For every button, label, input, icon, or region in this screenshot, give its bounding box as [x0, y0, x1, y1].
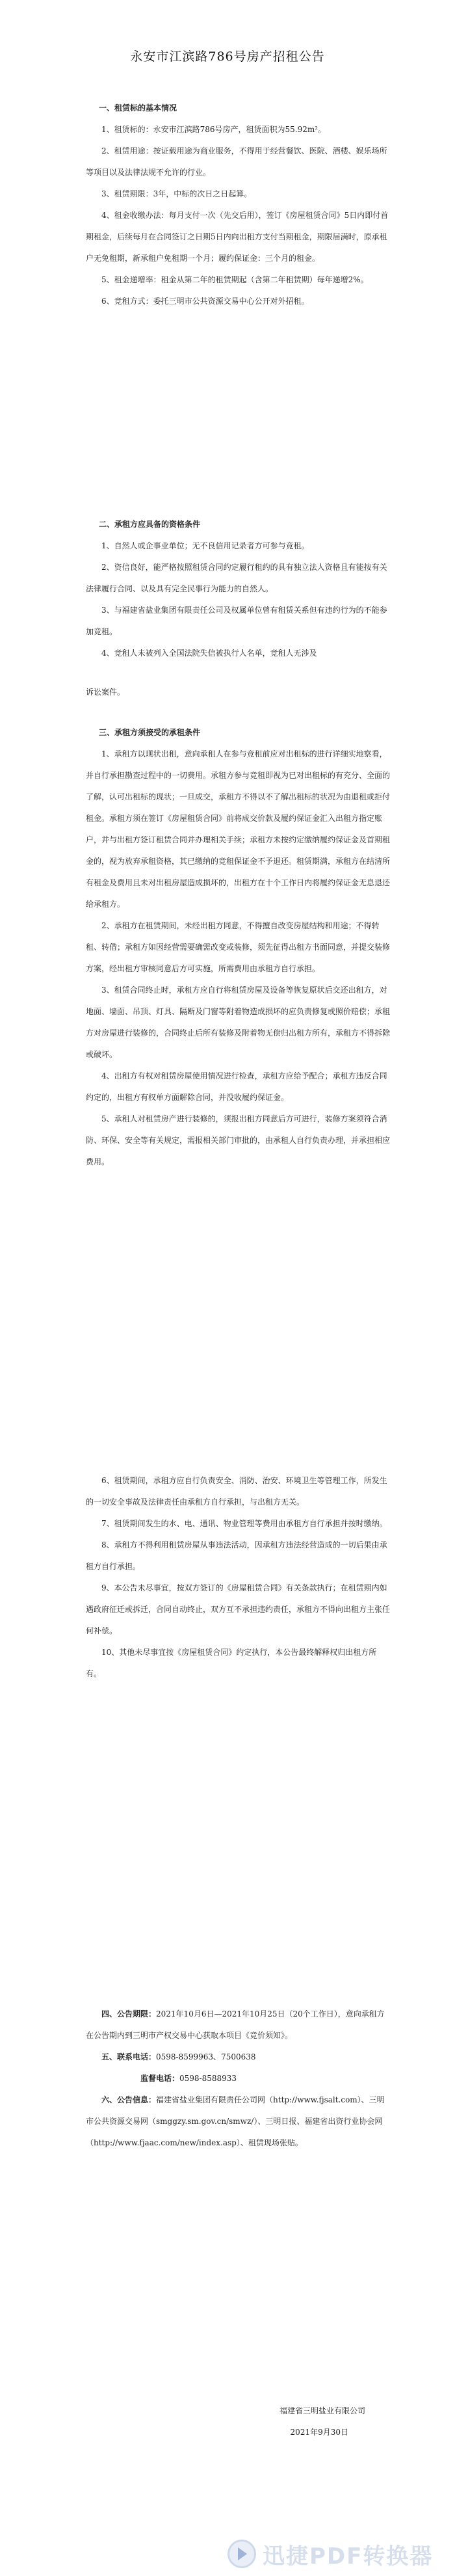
section-1-item-4: 4、租金收缴办法：每月支付一次（先交后用），签订《房屋租赁合同》5日内即付首期租金，后续每月在合同签订之日期5日内向出租方支付当期租金，期限届满时，原承租户无免租期，新承租户免租期一个月；履约保证金：三个月的租金。: [86, 211, 389, 263]
section-3-item-9: 9、本公告未尽事宜，按双方签订的《房屋租赁合同》有关条款执行；在租赁期内如遇政府征迁或拆迁，合同自动终止，双方互不承担违约责任，承租方不得向出租方主张任何补偿。: [86, 1583, 391, 1635]
section-3-item-3: 3、租赁合同终止时，承租方应自行将租赁房屋及设备等恢复原状后交还出租方，对地面、墙面、吊顶、灯具、隔断及门窗等附着物造成损坏的应负责修复或照价赔偿；承租方对房屋进行装修的，合同终止后所有装修及附着物无偿归出租方所有，承租方不得拆除或破坏。: [86, 986, 391, 1059]
section-2-item-3: 3、与福建省盐业集团有限责任公司及权属单位曾有租赁关系但有违约行为的不能参加竞租。: [86, 606, 387, 636]
notice-channels: [86, 2089, 391, 2154]
section-2-item-4: 4、竞租人未被列入全国法院失信被执行人名单，竞租人无涉及: [101, 649, 317, 658]
watermark-text: 迅捷PDF转换器: [263, 2543, 434, 2569]
supervise-phone: [86, 2068, 391, 2089]
section-3-item-10: 10、其他未尽事宜按《房屋租赁合同》约定执行，本公告最终解释权归出租方所有。: [86, 1648, 377, 1678]
supervise-phone-text: 0598-8588933: [179, 2074, 237, 2083]
section-2-item-1: 1、自然人或企事业单位；无不良信用记录者方可参与竞租。: [101, 541, 309, 550]
section-3-item-8: 8、承租方不得利用租赁房屋从事违法活动，因承租方违法经营造成的一切后果由承租方自行承担。: [86, 1540, 387, 1571]
section-2-item-4-continued: 诉讼案件。: [86, 688, 125, 697]
section-3-item-7: 7、租赁期间发生的水、电、通讯、物业管理等费用由承租方自行承担并按时缴纳。: [101, 1519, 387, 1528]
signature-date: 2021年9月30日: [290, 2428, 348, 2437]
section-3-item-6: 6、租赁期间，承租方应自行负责安全、消防、治安、环境卫生等管理工作，所发生的一切安全事故及法律责任由承租方自行承担，与出租方无关。: [86, 1476, 387, 1507]
watermark: [228, 2536, 448, 2572]
section-2-heading: 二、承租方应具备的资格条件: [99, 520, 201, 529]
page-title: 永安市江滨路786号房产招租公告: [130, 49, 325, 64]
signature: [86, 2400, 365, 2443]
section-1-heading: 一、租赁标的基本情况: [99, 103, 177, 113]
section-3-item-2: 2、承租方在租赁期间，未经出租方同意，不得擅自改变房屋结构和用途；不得转租、转借；承租方如因经营需要确需改变或装修，须先征得出租方书面同意，并提交装修方案，经出租方审核同意后方可实施，所需费用由承租方自行承担。: [86, 921, 391, 973]
play-logo-icon: [228, 2540, 256, 2568]
signature-org: 福建省三明盐业有限公司: [279, 2406, 365, 2415]
notice-period-label: 四、公告期限：: [101, 2009, 157, 2019]
section-3-item-4: 4、出租方有权对租赁房屋使用情况进行检查，承租方应给予配合；承租方违反合同约定的，出租方有权单方面解除合同，并没收履约保证金。: [86, 1071, 387, 1102]
notice-channels-text: 福建省盐业集团有限责任公司网（http://www.fjsalt.com）、三明市公共资源交易网（smggzy.sm.gov.cn/smwz/）、三明日报、福建省出资行业协会网（http://www.fjaac.com/new/index.asp）、租赁现场张贴。: [86, 2095, 385, 2147]
contact-phone-text: 0598-8599963、7500638: [156, 2052, 256, 2061]
section-1-item-2: 2、租赁用途：按证载用途为商业服务，不得用于经营餐饮、医院、酒楼、娱乐场所等项目以及法律法规不允许的行业。: [86, 146, 387, 177]
notice-period-text: 2021年10月6日—2021年10月25日（20个工作日），意向承租方在公告期内到三明市产权交易中心获取本项目《竞价须知》。: [86, 2009, 385, 2040]
section-3-item-1: 1、承租方以现状出租，意向承租人在参与竞租前应对出租标的进行详细实地察看，并自行承担勘查过程中的一切费用。承租方参与竞租即视为已对出租标的有充分、全面的了解，认可出租标的现状；一旦成交，承租方不得以不了解出租标的状况为由退租或拒付租金。承租方须在签订《房屋租赁合同》前将成交价款及履约保证金汇入出租方指定账户，并与出租方签订租赁合同并办理相关手续；承租方未按约定缴纳履约保证金及首期租金的，视为放弃承租资格，其已缴纳的竞租保证金不予退还。租赁期满，承租方在结清所有租金及费用且未对出租房屋造成损坏的，出租方在十个工作日内将履约保证金无息退还给承租方。: [86, 749, 391, 909]
section-1-item-3: 3、租赁期限：3年，中标的次日之日起算。: [101, 189, 252, 198]
contact-phone: [86, 2046, 391, 2068]
section-2: [86, 514, 391, 664]
section-2-item-2: 2、资信良好，能严格按照租赁合同约定履行租约的具有独立法人资格且有能按有关法律履行合同、以及具有完全民事行为能力的自然人。: [86, 563, 387, 593]
section-2-continued: [86, 682, 391, 703]
section-1: [86, 98, 391, 312]
section-1-item-6: 6、竞租方式：委托三明市公共资源交易中心公开对外招租。: [101, 297, 309, 306]
supervise-phone-label: 监督电话：: [140, 2074, 180, 2083]
notice-period: [86, 2004, 391, 2046]
section-3-heading: 三、承租方须接受的承租条件: [99, 728, 201, 737]
section-3-continued: [86, 1470, 391, 1685]
section-1-item-1: 1、租赁标的：永安市江滨路786号房产，租赁面积为55.92m²。: [101, 125, 326, 134]
contact-phone-label: 五、联系电话：: [101, 2052, 157, 2061]
notice-channels-label: 六、公告信息：: [101, 2095, 157, 2104]
section-3: [86, 722, 391, 1173]
notice-info: [86, 2004, 391, 2154]
section-1-item-5: 5、租金递增率：租金从第二年的租赁期起（含第二年租赁期）每年递增2%。: [101, 275, 369, 284]
section-3-item-5: 5、承租人对租赁房产进行装修的，须报出租方同意后方可进行，装修方案须符合消防、环保、安全等有关规定，需报相关部门审批的，由承租人自行负责办理，并承担相应费用。: [86, 1114, 391, 1166]
